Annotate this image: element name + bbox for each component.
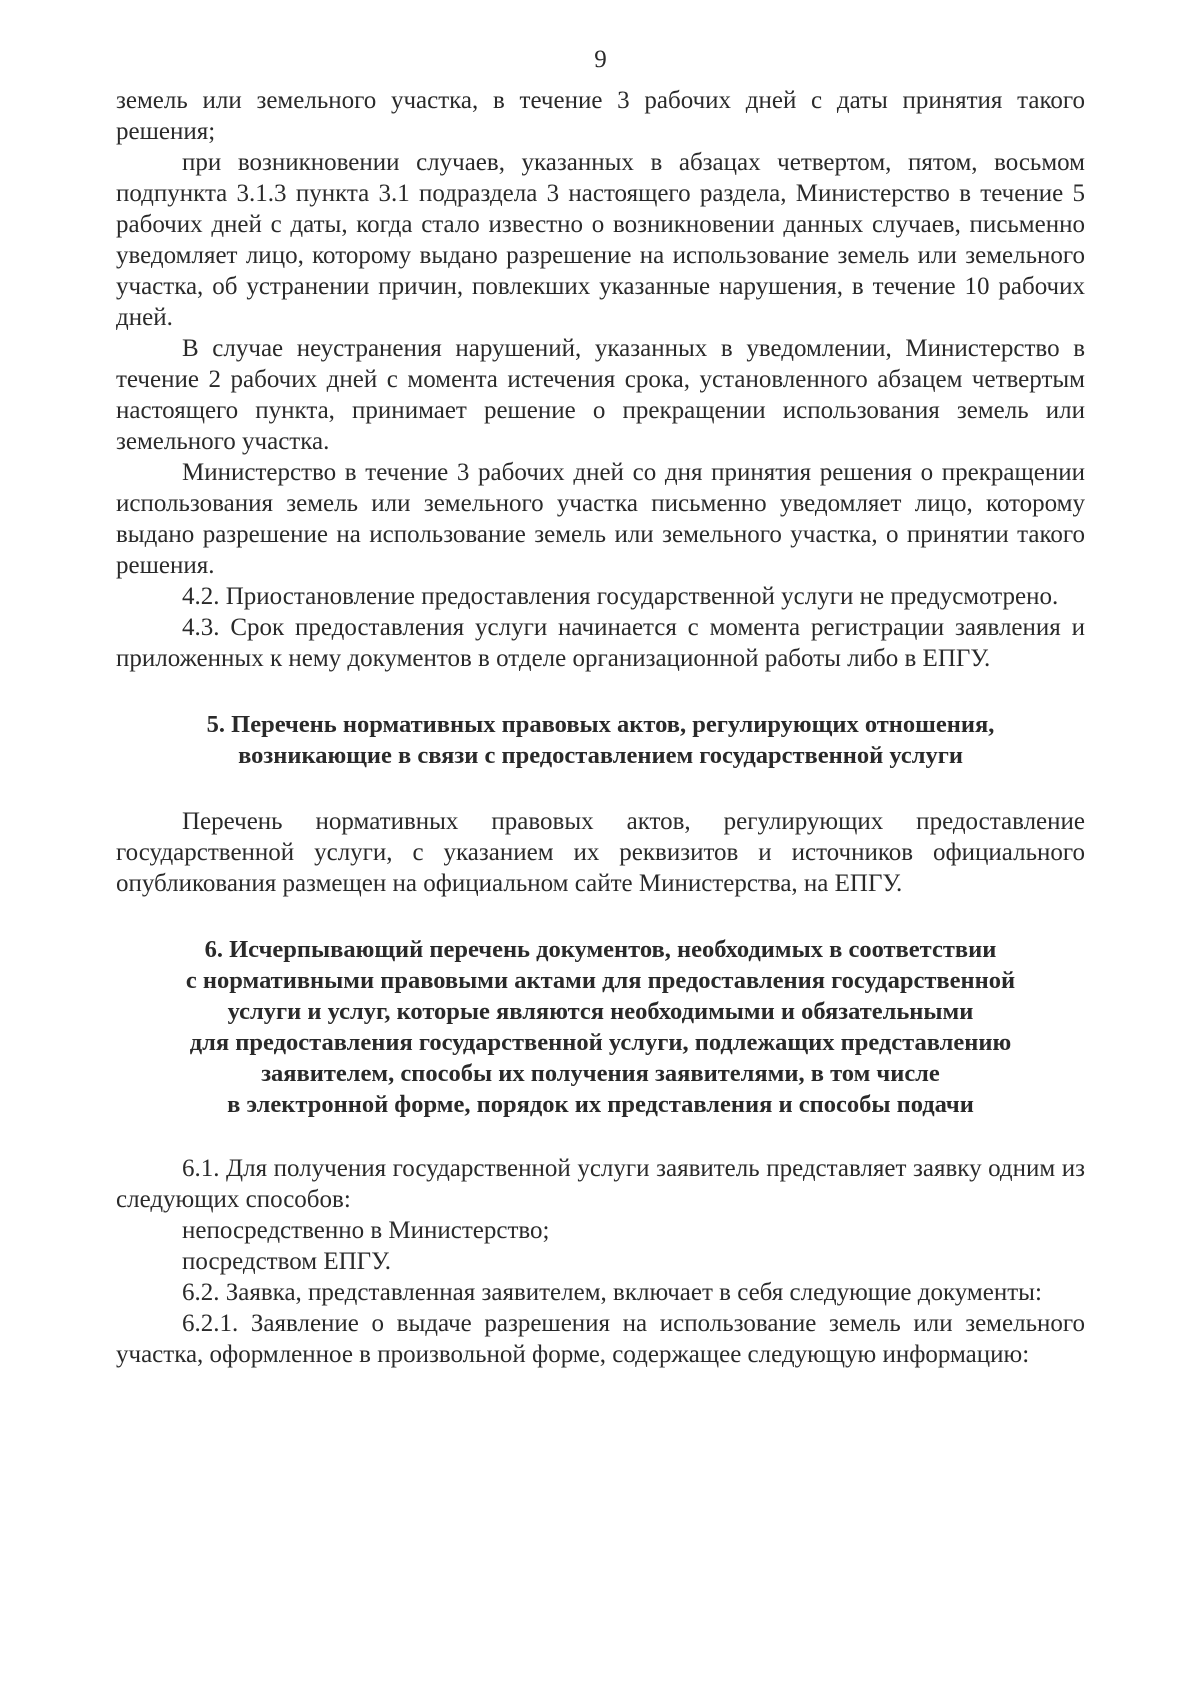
section-5-heading [116,709,1085,771]
section-6-heading-line-6: в электронной форме, порядок их представления и способы подачи [227,1091,974,1118]
section-6-heading-line-4: для предоставления государственной услуги, подлежащих представлению [189,1029,1012,1056]
paragraph-6-1-option-epgu: посредством ЕПГУ. [182,1248,391,1275]
section-6-heading [116,934,1085,1120]
paragraph-6-2-1: 6.2.1. Заявление о выдаче разрешения на использование земель или земельного участка, оформленное в произвольной форме, содержащее следующую информацию: [116,1310,1085,1368]
paragraph-6-1-option-ministry: непосредственно в Министерство; [182,1217,550,1244]
paragraph-4-2: 4.2. Приостановление предоставления государственной услуги не предусмотрено. [182,583,1059,610]
section-6-heading-line-2: с нормативными правовыми актами для предоставления государственной [185,967,1016,994]
paragraph-non-elimination: В случае неустранения нарушений, указанных в уведомлении, Министерство в течение 2 рабочих дней с момента истечения срока, установленного абзацем четвертым настоящего пункта, принимает решение о прекращении использования земель или земельного участка. [116,335,1085,455]
section-5-heading-line-1: 5. Перечень нормативных правовых актов, регулирующих отношения, [206,711,995,738]
section-6-heading-line-1: 6. Исчерпывающий перечень документов, необходимых в соответствии [204,936,997,963]
section-5-heading-line-2: возникающие в связи с предоставлением государственной услуги [238,742,963,769]
paragraph-6-1: 6.1. Для получения государственной услуги заявитель представляет заявку одним из следующих способов: [116,1155,1085,1213]
section-6-heading-line-3: услуги и услуг, которые являются необходимыми и обязательными [227,998,974,1025]
paragraph-ministry-notice: Министерство в течение 3 рабочих дней со дня принятия решения о прекращении использования земель или земельного участка письменно уведомляет лицо, которому выдано разрешение на использование земель или земельного участка, о принятии такого решения. [116,459,1085,579]
paragraph-6-2: 6.2. Заявка, представленная заявителем, включает в себя следующие документы: [182,1279,1042,1306]
section-5-paragraph: Перечень нормативных правовых актов, регулирующих предоставление государственной услуги, с указанием их реквизитов и источников официального опубликования размещен на официальном сайте Министерства, на ЕПГУ. [116,808,1085,897]
paragraph-4-3: 4.3. Срок предоставления услуги начинается с момента регистрации заявления и приложенных к нему документов в отделе организационной работы либо в ЕПГУ. [116,614,1085,672]
paragraph-continuation: земель или земельного участка, в течение 3 рабочих дней с даты принятия такого решения; [116,87,1085,145]
page-number: 9 [594,46,607,73]
paragraph-violation-cases: при возникновении случаев, указанных в абзацах четвертом, пятом, восьмом подпункта 3.1.3 пункта 3.1 подраздела 3 настоящего раздела, Министерство в течение 5 рабочих дней с даты, когда стало известно о возникновении данных случаев, письменно уведомляет лицо, которому выдано разрешение на использование земель или земельного участка, об устранении причин, повлекших указанные нарушения, в течение 10 рабочих дней. [116,149,1085,331]
section-6-heading-line-5: заявителем, способы их получения заявителями, в том числе [261,1060,940,1087]
